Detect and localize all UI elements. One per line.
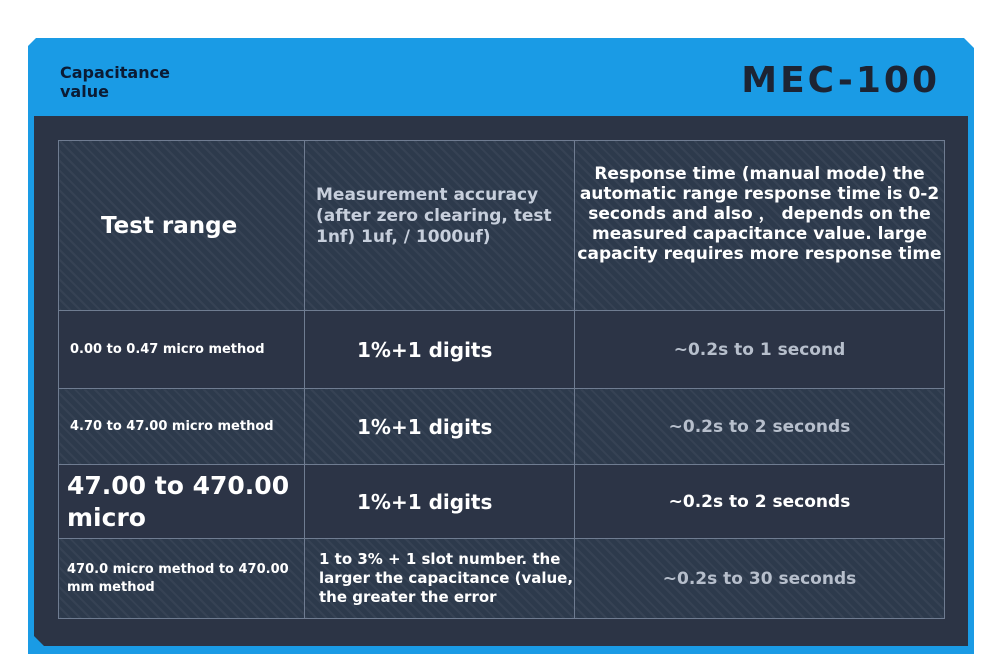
accuracy-cell: 1 to 3% + 1 slot number. the larger the capacitance (value, the greater the error — [305, 539, 575, 619]
response-cell: ~0.2s to 2 seconds — [575, 389, 945, 465]
table-header-row — [59, 141, 945, 311]
range-cell: 4.70 to 47.00 micro method — [59, 389, 305, 465]
accuracy-cell: 1%+1 digits — [305, 465, 575, 539]
table-row — [59, 539, 945, 619]
header-accuracy: Measurement accuracy (after zero clearing, test 1nf) 1uf, / 1000uf) — [305, 141, 575, 311]
accuracy-cell: 1%+1 digits — [305, 389, 575, 465]
model-title: MEC-100 — [741, 60, 940, 101]
range-cell: 470.0 micro method to 470.00 mm method — [59, 539, 305, 619]
spec-table — [58, 140, 945, 619]
table-row — [59, 311, 945, 389]
response-cell: ~0.2s to 2 seconds — [575, 465, 945, 539]
range-cell: 47.00 to 470.00 micro — [59, 465, 305, 539]
response-cell: ~0.2s to 1 second — [575, 311, 945, 389]
table-row — [59, 389, 945, 465]
header-response-time: Response time (manual mode) the automatic range response time is 0-2 seconds and also ， depends on the measured capacitance value. large capacity requires more response time — [575, 141, 945, 311]
accuracy-cell: 1%+1 digits — [305, 311, 575, 389]
response-cell: ~0.2s to 30 seconds — [575, 539, 945, 619]
range-cell: 0.00 to 0.47 micro method — [59, 311, 305, 389]
header-label: Capacitance value — [60, 63, 170, 101]
table-row — [59, 465, 945, 539]
header-test-range: Test range — [59, 141, 305, 311]
